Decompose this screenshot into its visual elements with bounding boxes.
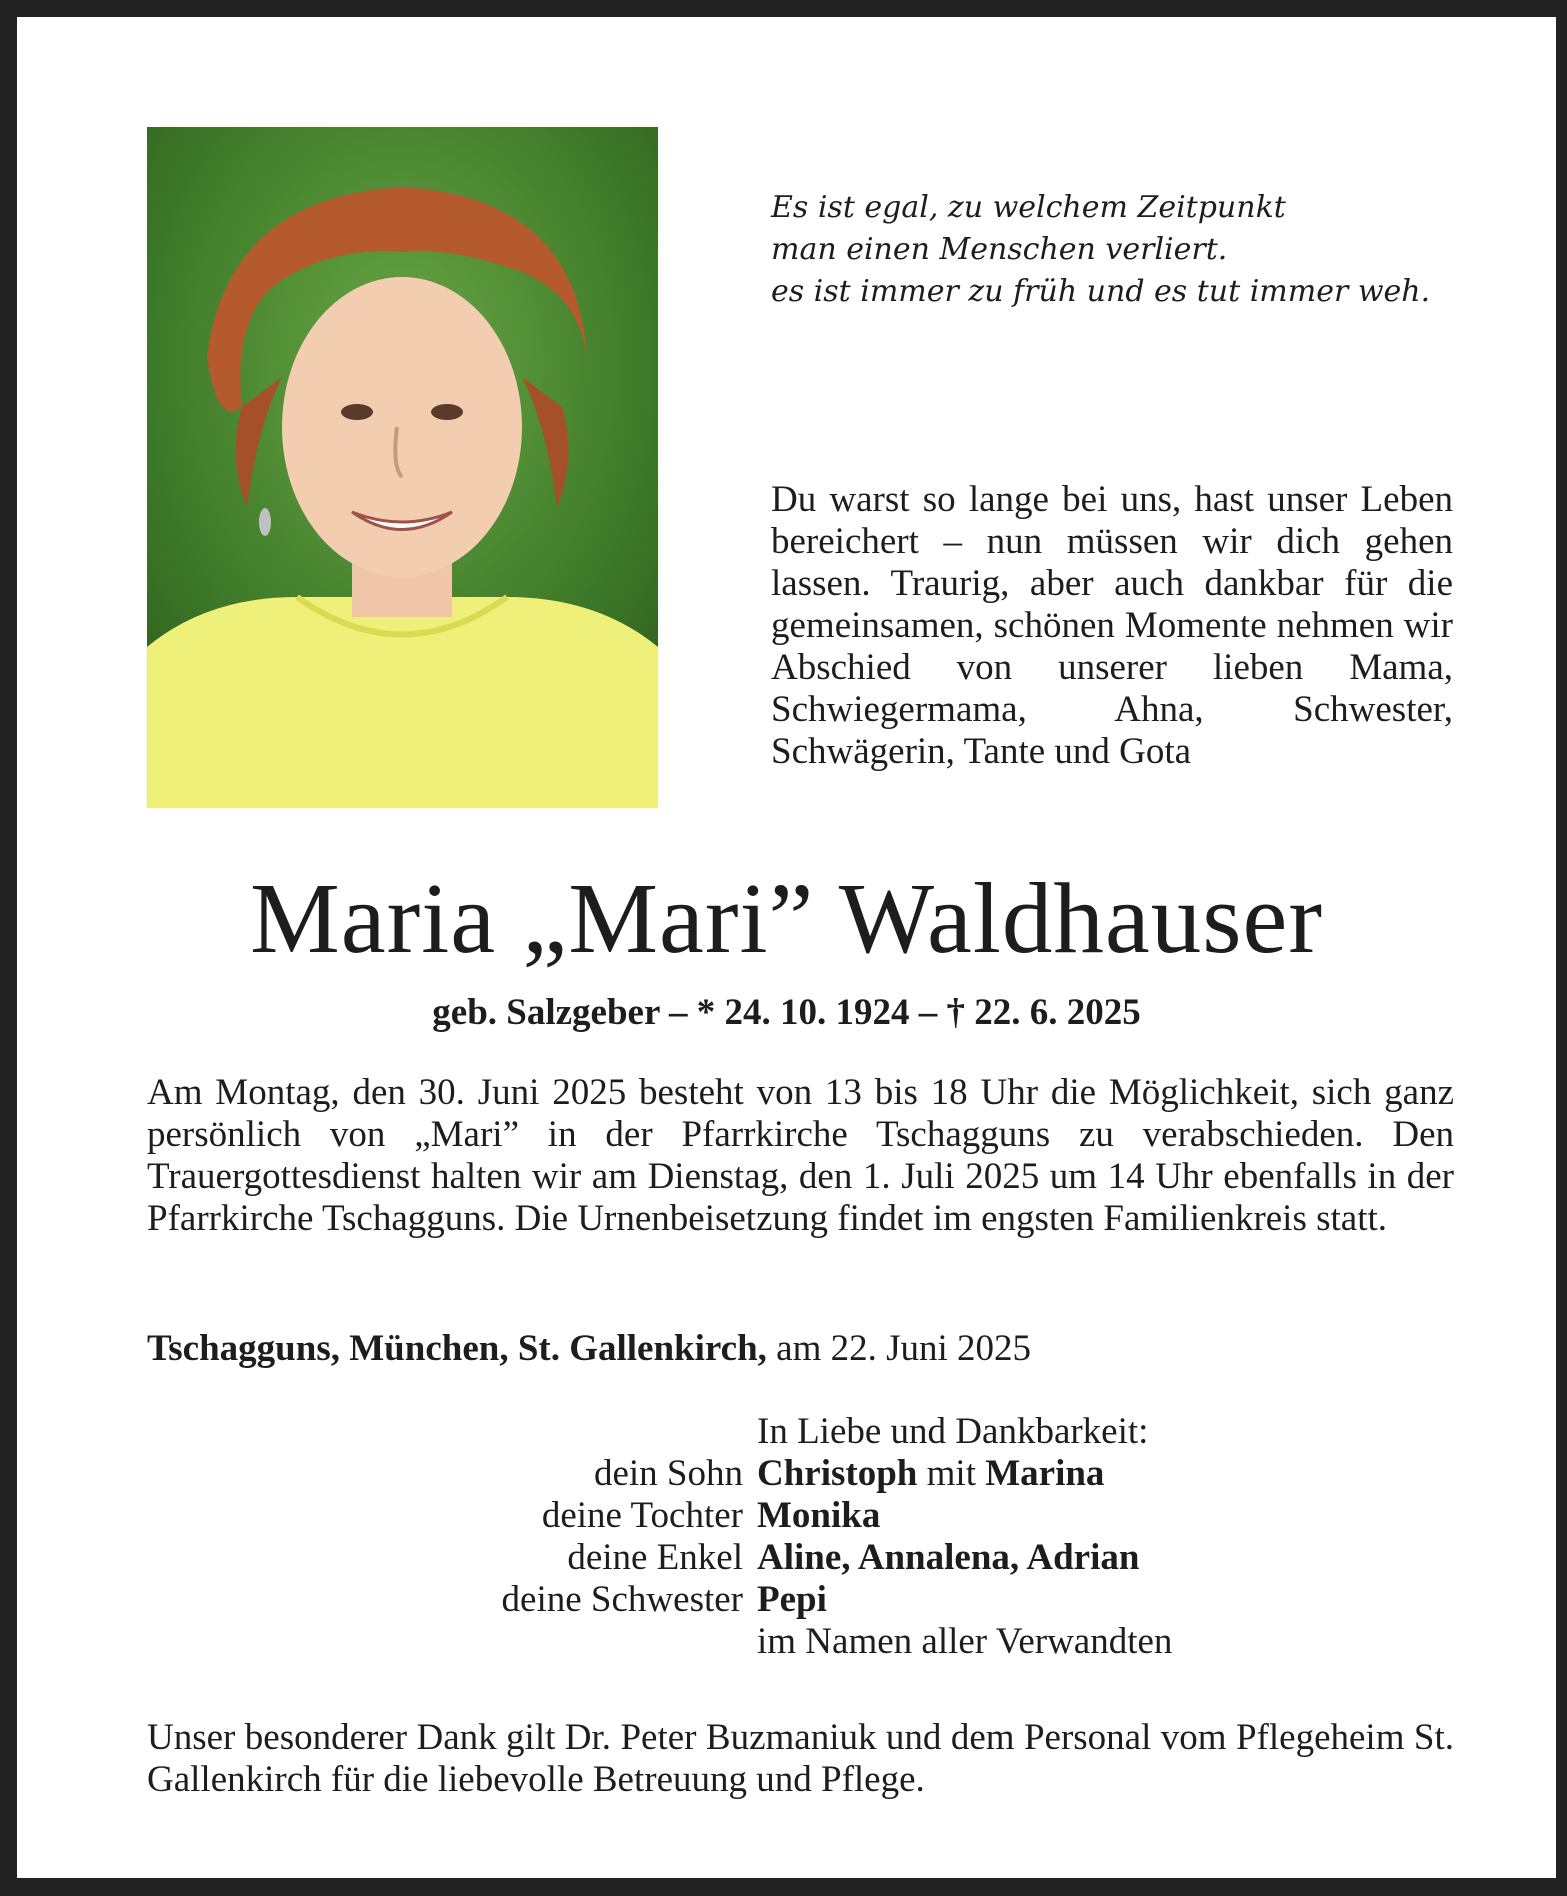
memorial-quote [771, 187, 1471, 313]
quote-line: Es ist egal, zu welchem Zeitpunkt [771, 190, 1286, 225]
signoff-block [147, 1411, 1454, 1663]
signoff-closing: im Namen aller Verwandten [757, 1621, 1173, 1662]
mourner-name: Monika [757, 1495, 881, 1536]
portrait-image [147, 127, 658, 808]
signoff-heading: In Liebe und Dankbarkeit: [757, 1411, 1149, 1452]
mourner-row [147, 1495, 1454, 1537]
mourner-name: Pepi [757, 1579, 827, 1620]
mourner-partner: Marina [985, 1453, 1105, 1494]
mourner-relation: deine Enkel [567, 1537, 743, 1578]
place-locations: Tschagguns, München, St. Gallenkirch, [147, 1328, 767, 1369]
signoff-heading-row [147, 1411, 1454, 1453]
mourner-name: Aline, Annalena, Adrian [757, 1537, 1140, 1578]
portrait-photo [147, 127, 658, 808]
place-date: am 22. Juni 2025 [776, 1328, 1032, 1369]
mourner-relation: deine Schwester [501, 1579, 743, 1620]
service-details: Am Montag, den 30. Juni 2025 besteht von 13 bis 18 Uhr die Möglichkeit, sich ganz persönlich von „Mari” in der Pfarrkirche Tschagguns zu verabschieden. Den Trauergottesdienst halten wir am Dienstag, den 1. Juli 2025 um 14 Uhr ebenfalls in der Pfarrkirche Tschagguns. Die Urnenbeisetzung findet im engsten Familienkreis statt. [147, 1072, 1454, 1239]
mourner-relation: dein Sohn [593, 1453, 743, 1494]
farewell-intro: Du warst so lange bei uns, hast unser Leben bereichert – nun müssen wir dich gehen lassen. Traurig, aber auch dankbar für die gemeinsamen, schönen Momente nehmen wir Abschied von unserer lieben Mama, Schwiegermama, Ahna, Schwester, Schwägerin, Tante und Gota [771, 479, 1453, 772]
place-and-date [147, 1327, 1454, 1371]
mourner-joiner: mit [926, 1453, 976, 1494]
mourner-relation: deine Tochter [541, 1495, 743, 1536]
mourner-row [147, 1537, 1454, 1579]
mourner-row [147, 1453, 1454, 1495]
quote-line: man einen Menschen verliert. [771, 232, 1228, 267]
mourner-row [147, 1579, 1454, 1621]
acknowledgement: Unser besonderer Dank gilt Dr. Peter Buzmaniuk und dem Personal vom Pflegeheim St. Gallenkirch für die liebevolle Betreuung und Pflege. [147, 1717, 1454, 1800]
life-dates: geb. Salzgeber – * 24. 10. 1924 – † 22. 6. 2025 [432, 992, 1141, 1033]
signoff-closing-row [147, 1621, 1454, 1663]
mourner-name: Christoph [757, 1453, 918, 1494]
deceased-name: Maria „Mari” Waldhauser [249, 862, 1324, 974]
quote-line: es ist immer zu früh und es tut immer weh. [771, 274, 1431, 309]
